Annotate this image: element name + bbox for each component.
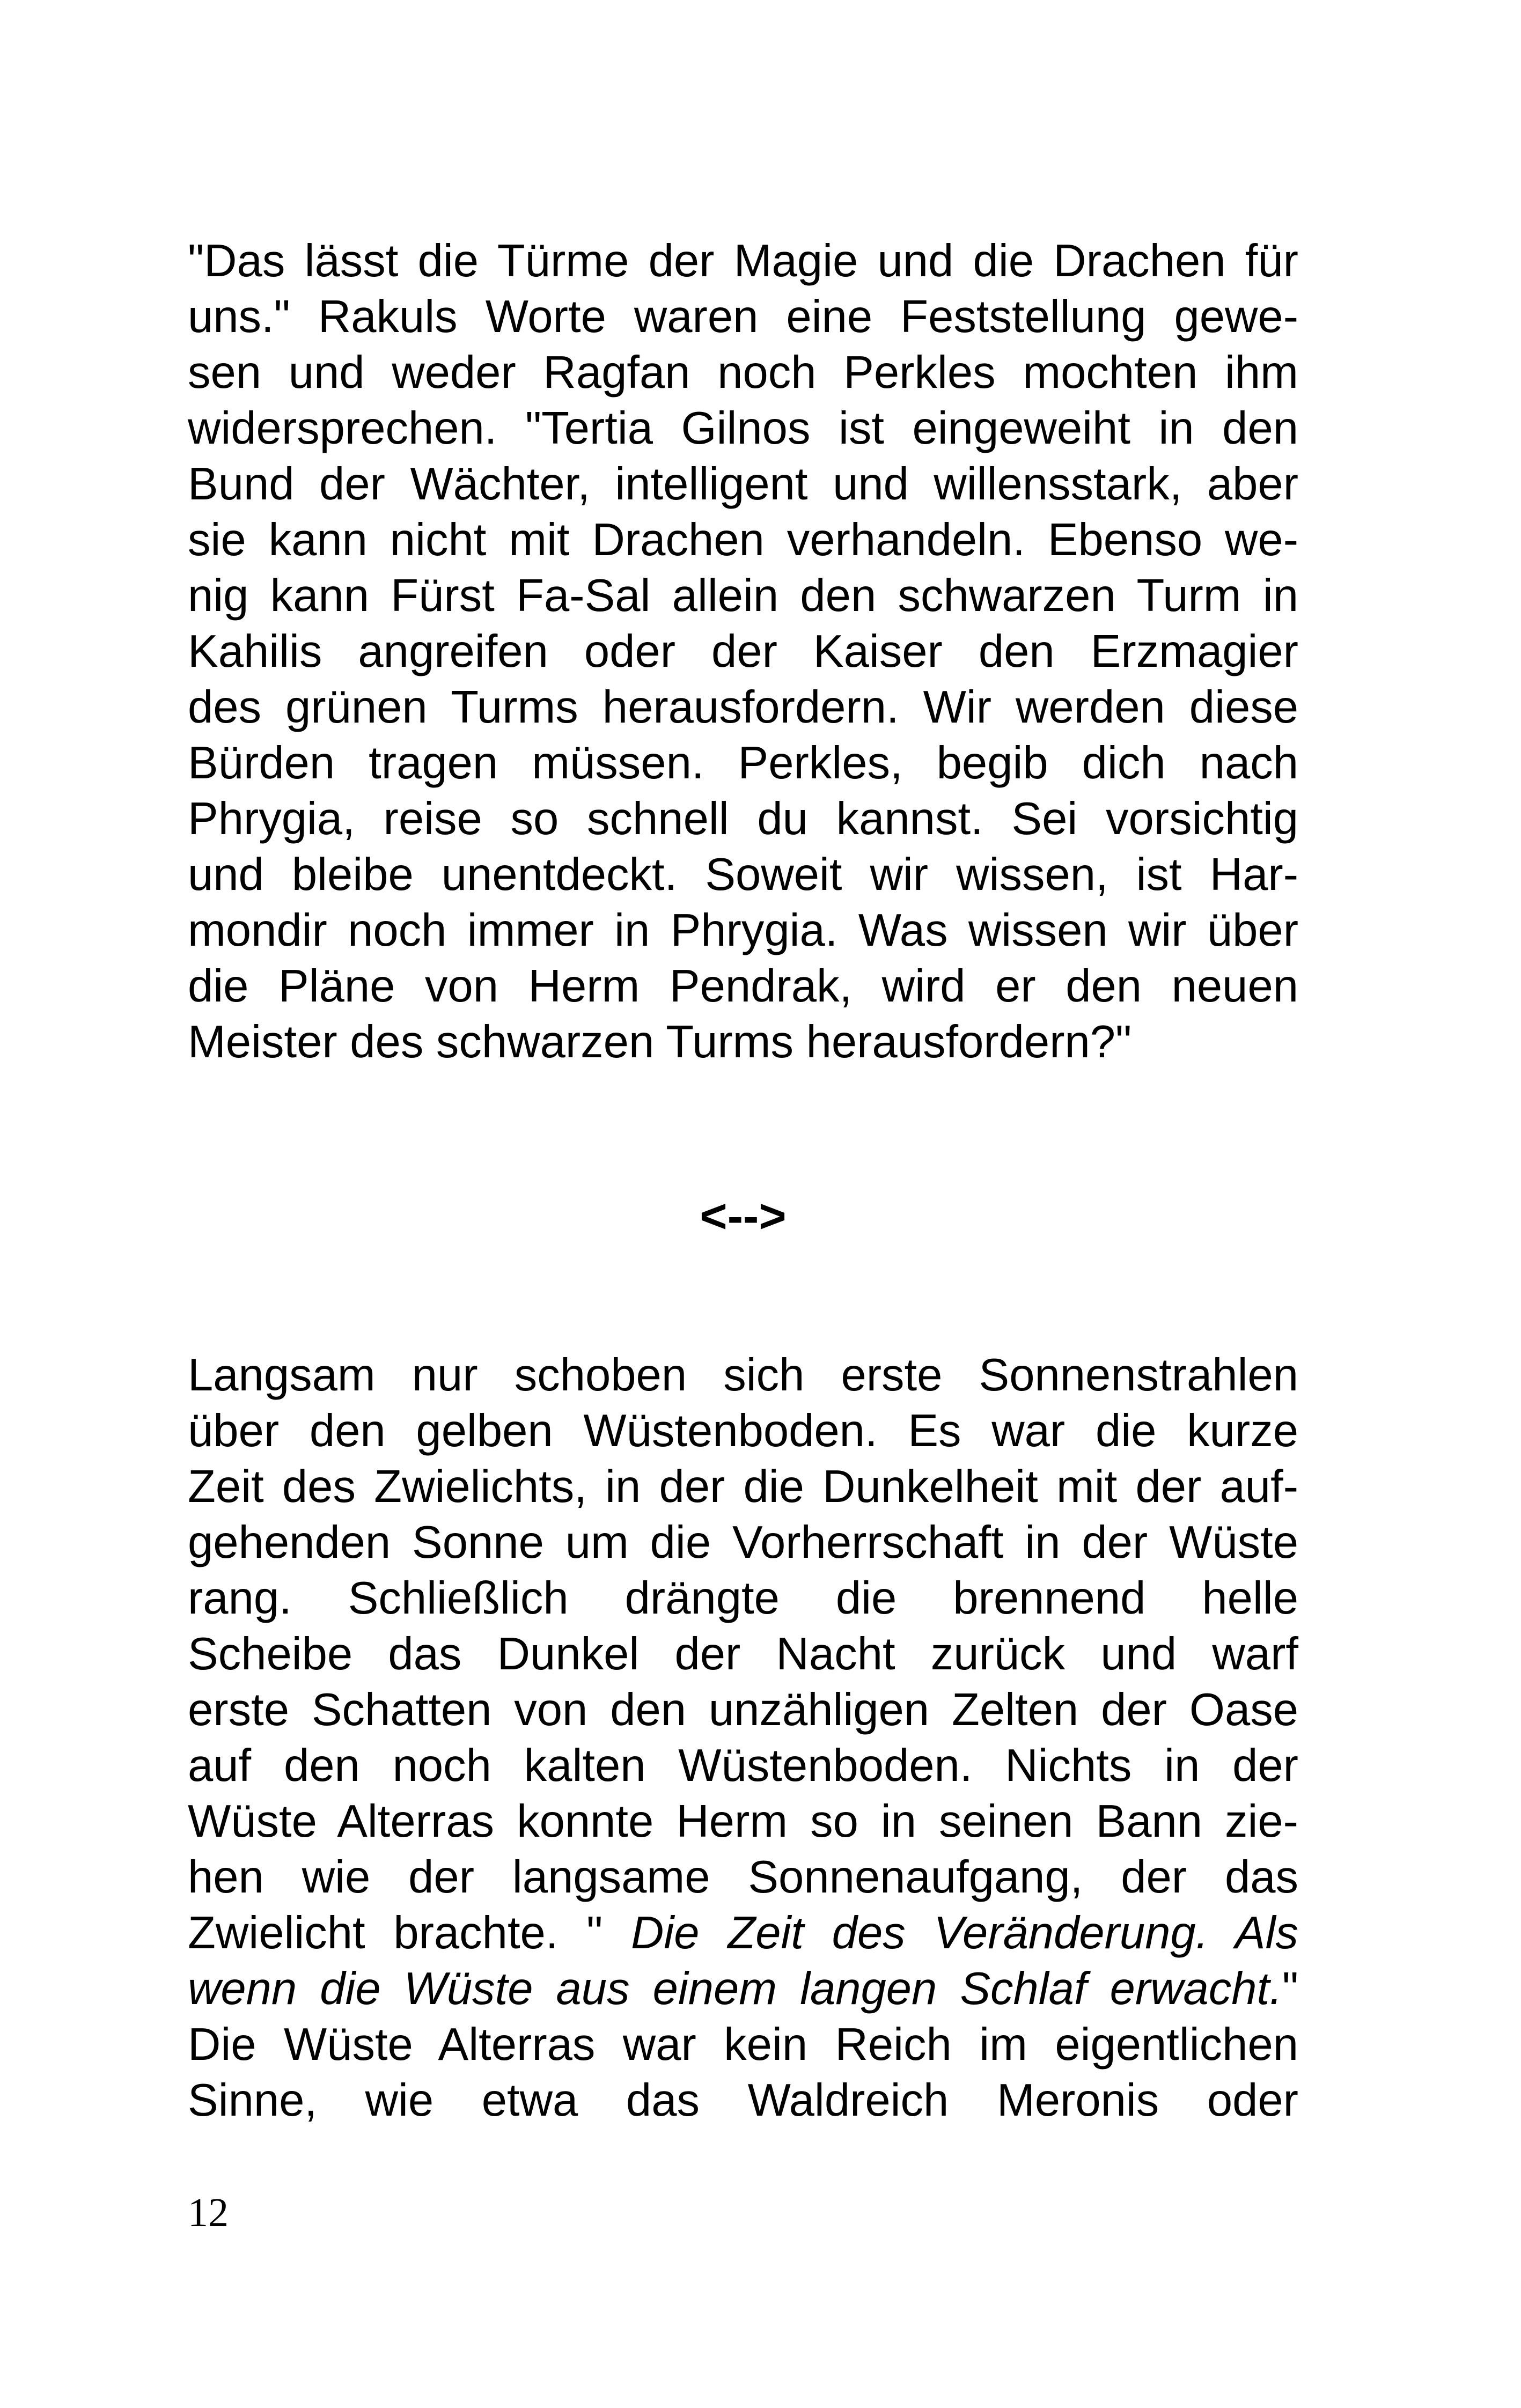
text-line: gehenden Sonne um die Vorherrschaft in der Wüste (188, 1517, 1298, 1568)
text-line: sen und weder Ragfan noch Perkles mochten ihm (188, 347, 1298, 398)
paragraph-desert (188, 1347, 1298, 2129)
text-line: die Pläne von Herm Pendrak, wird er den neuen (188, 961, 1298, 1012)
text-line: Sinne, wie etwa das Waldreich Meronis oder (188, 2075, 1298, 2126)
text-line: uns." Rakuls Worte waren eine Feststellung gewe- (188, 291, 1298, 342)
paragraph-dialogue (188, 233, 1298, 1070)
text-line: "Das lässt die Türme der Magie und die Drachen für (188, 235, 1298, 286)
text-line: Kahilis angreifen oder der Kaiser den Erzmagier (188, 626, 1298, 677)
text-line: des grünen Turms herausfordern. Wir werden diese (188, 682, 1298, 733)
text-line: Bürden tragen müssen. Perkles, begib dich nach (188, 738, 1298, 789)
text-line: Phrygia, reise so schnell du kannst. Sei vorsichtig (188, 793, 1298, 844)
text-line: Scheibe das Dunkel der Nacht zurück und warf (188, 1629, 1298, 1680)
text-line: mondir noch immer in Phrygia. Was wissen wir über (188, 905, 1298, 956)
text-line: rang. Schließlich drängte die brennend helle (188, 1573, 1298, 1624)
text-line: über den gelben Wüstenboden. Es war die kurze (188, 1405, 1298, 1456)
text-line-mixed (188, 1961, 1298, 2017)
text-line: Wüste Alterras konnte Herm so in seinen Bann zie- (188, 1796, 1298, 1847)
text-line: Meister des schwarzen Turms herausfordern?" (188, 1017, 1132, 1067)
text-line: hen wie der langsame Sonnenaufgang, der das (188, 1852, 1298, 1903)
page-number: 12 (188, 2190, 229, 2235)
text-line: und bleibe unentdeckt. Soweit wir wissen, ist Har- (188, 849, 1298, 900)
text-line: sie kann nicht mit Drachen verhandeln. Ebenso we- (188, 514, 1298, 565)
text-segment: " (1282, 1963, 1298, 2014)
text-line-mixed (188, 1905, 1298, 1961)
text-line: nig kann Fürst Fa-Sal allein den schwarzen Turm in (188, 570, 1298, 621)
text-line: erste Schatten von den unzähligen Zelten der Oase (188, 1684, 1298, 1735)
italic-segment: Die Zeit des Veränderung. Als (631, 1908, 1298, 1958)
text-line: Die Wüste Alterras war kein Reich im eigentlichen (188, 2019, 1298, 2070)
italic-segment: wenn die Wüste aus einem langen Schlaf erwacht. (188, 1963, 1282, 2014)
text-line: widersprechen. "Tertia Gilnos ist eingeweiht in den (188, 403, 1298, 454)
scene-break-separator: <--> (700, 1189, 787, 1242)
text-line: auf den noch kalten Wüstenboden. Nichts in der (188, 1740, 1298, 1791)
text-line: Bund der Wächter, intelligent und willensstark, aber (188, 459, 1298, 510)
text-segment: Zwielicht brachte. " (188, 1908, 603, 1958)
text-line: Langsam nur schoben sich erste Sonnenstrahlen (188, 1350, 1298, 1401)
text-line: Zeit des Zwielichts, in der die Dunkelheit mit der auf- (188, 1461, 1298, 1512)
